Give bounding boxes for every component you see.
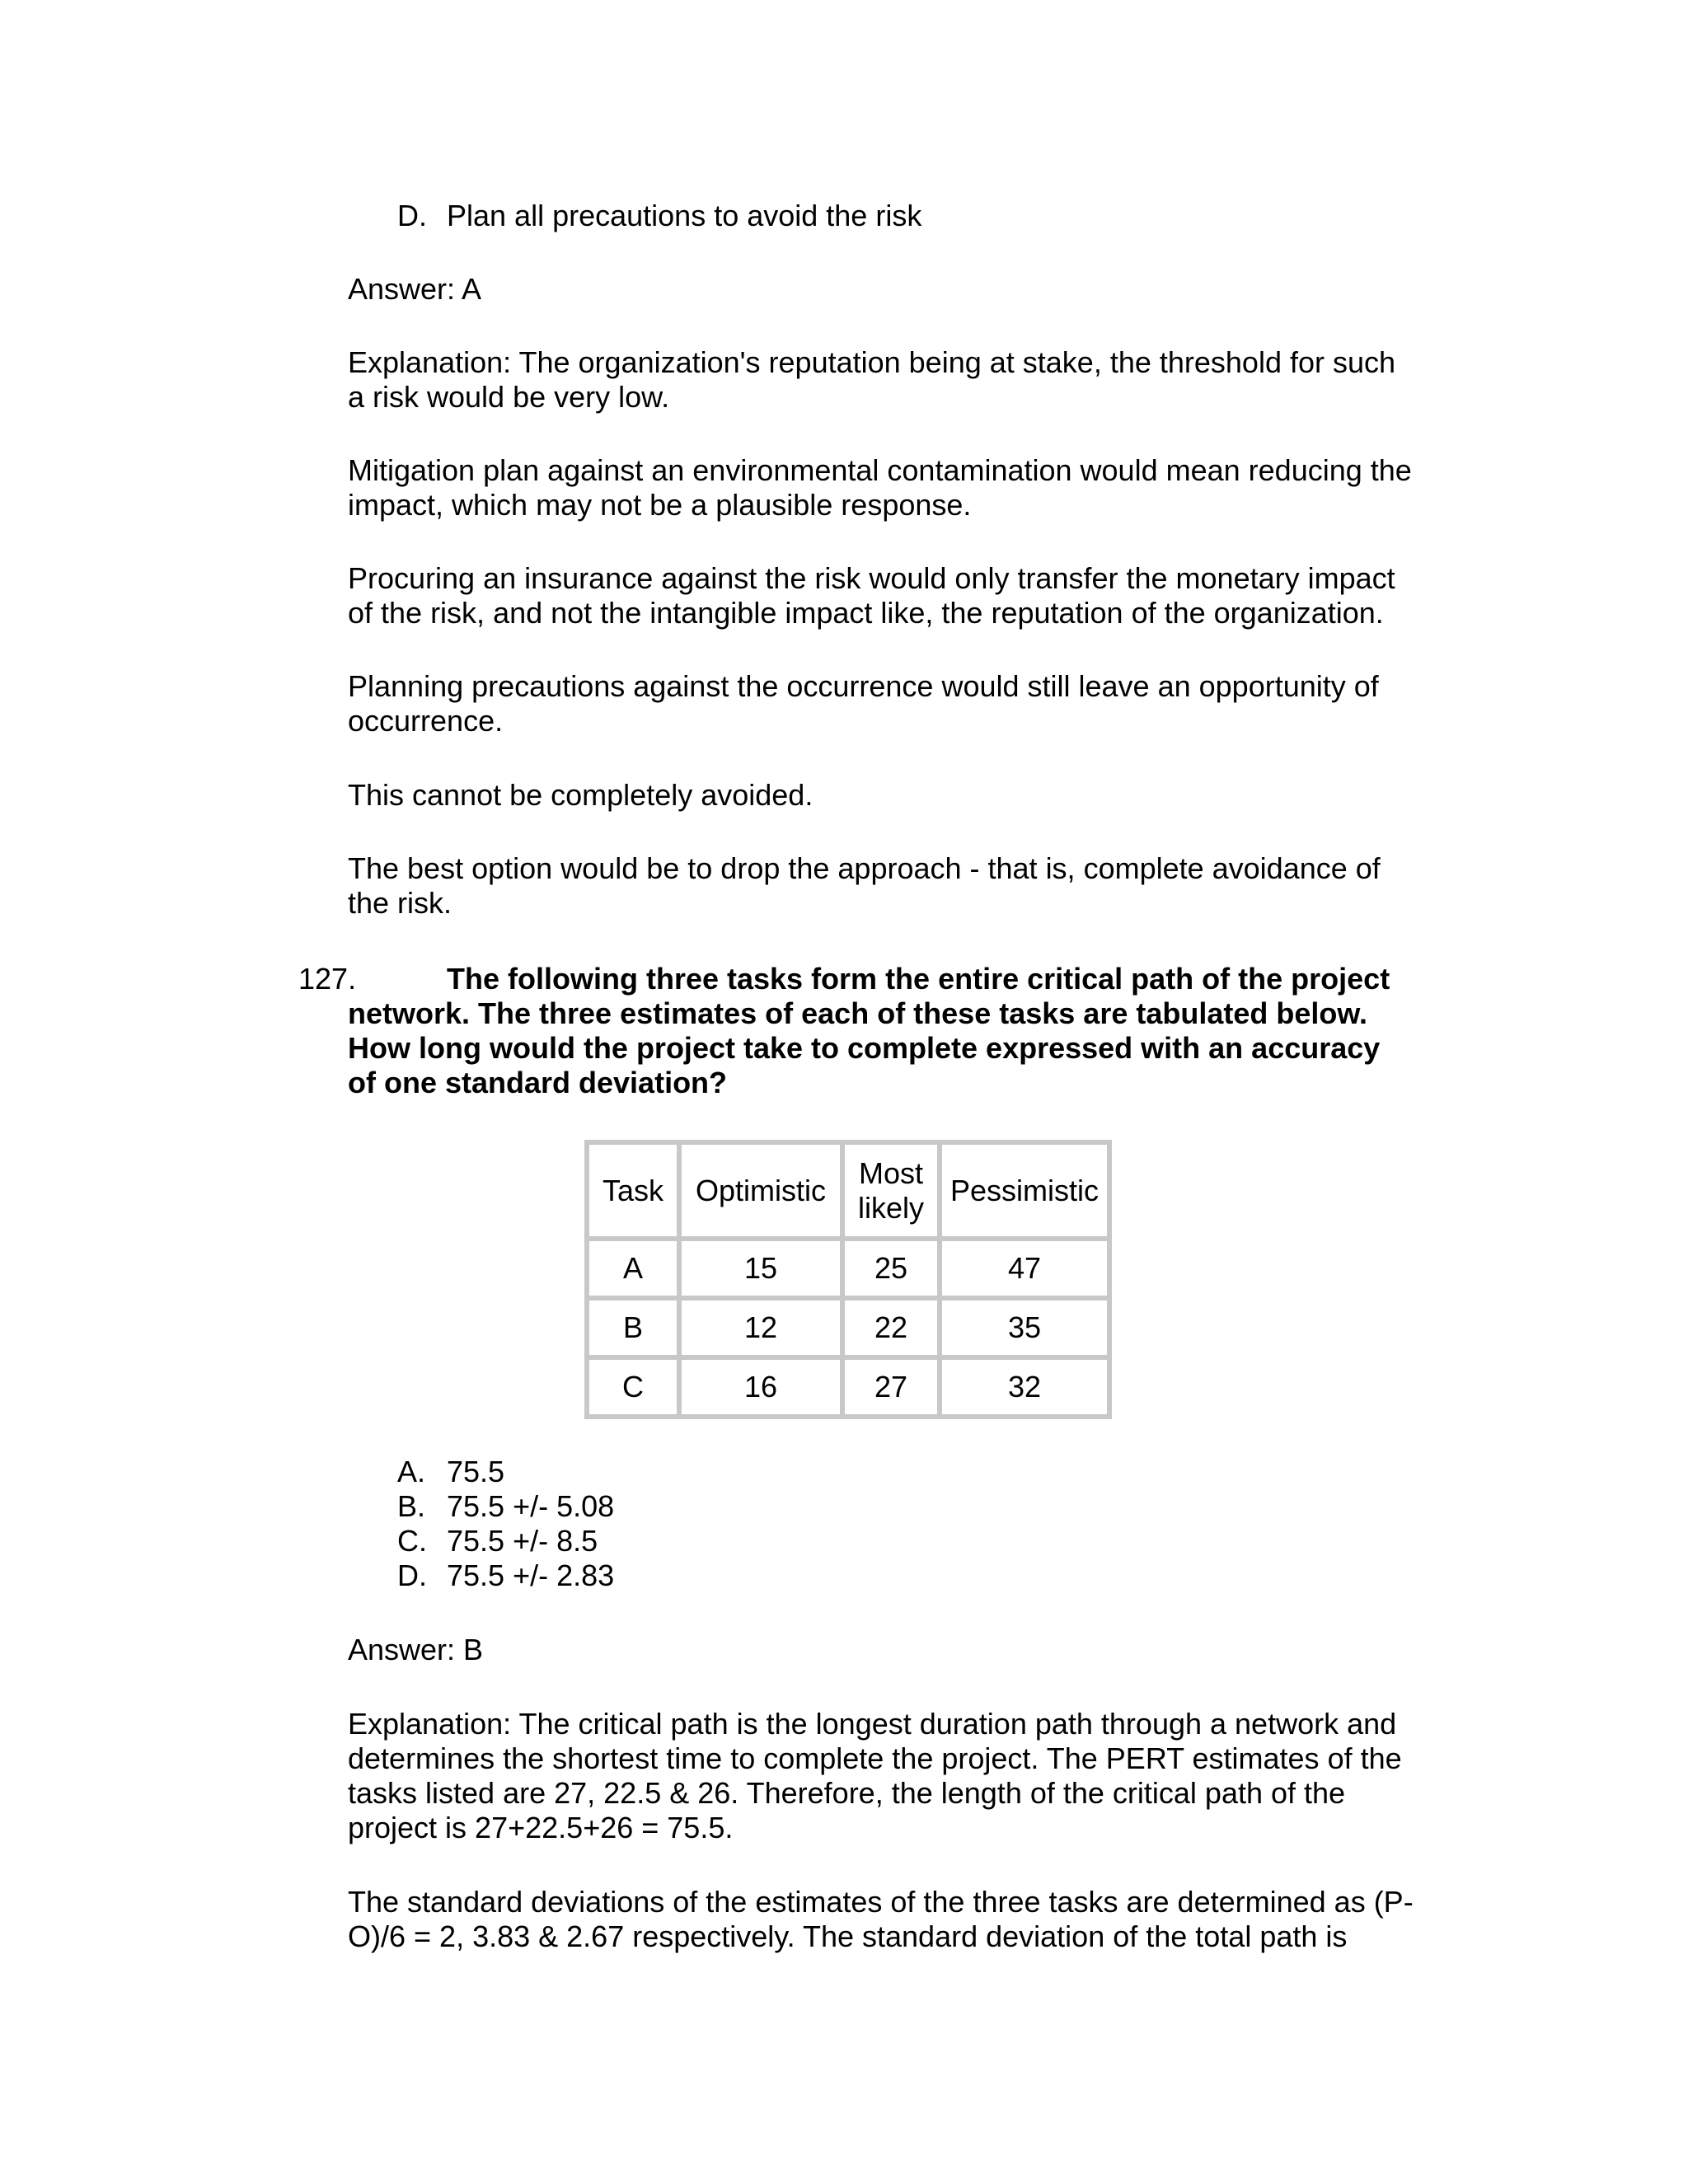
question-text-line: How long would the project take to complete expressed with an accuracy [348, 1031, 1381, 1065]
explanation-line: O)/6 = 2, 3.83 & 2.67 respectively. The standard deviation of the total path is [348, 1919, 1348, 1953]
prev-explanation-line: This cannot be completely avoided. [348, 778, 814, 812]
cell-most-likely: 22 [842, 1298, 940, 1357]
cell-task: C [587, 1357, 679, 1417]
table-row [587, 1298, 1109, 1357]
header-most-likely-line2: likely [857, 1190, 924, 1225]
prev-explanation-line: occurrence. [348, 704, 504, 738]
header-optimistic: Optimistic [679, 1142, 842, 1239]
prev-explanation-line: impact, which may not be a plausible response. [348, 488, 972, 522]
estimates-table [584, 1140, 1112, 1419]
cell-pessimistic: 35 [940, 1298, 1109, 1357]
question-text-line: network. The three estimates of each of these tasks are tabulated below. [348, 996, 1368, 1030]
prev-explanation-line: a risk would be very low. [348, 380, 670, 414]
header-pessimistic: Pessimistic [940, 1142, 1109, 1239]
option-b-letter: B. [397, 1489, 426, 1523]
cell-task: A [587, 1239, 679, 1298]
question-answer: Answer: B [348, 1633, 484, 1666]
cell-optimistic: 12 [679, 1298, 842, 1357]
table-header-row [587, 1142, 1109, 1239]
cell-most-likely: 27 [842, 1357, 940, 1417]
explanation-line: The standard deviations of the estimates of the three tasks are determined as (P- [348, 1885, 1414, 1919]
option-a-letter: A. [397, 1455, 426, 1488]
table-row [587, 1357, 1109, 1417]
option-d-text: Plan all precautions to avoid the risk [447, 199, 922, 232]
header-most-likely [842, 1142, 940, 1239]
option-c-text: 75.5 +/- 8.5 [447, 1524, 598, 1558]
header-task: Task [587, 1142, 679, 1239]
option-d-letter: D. [397, 1558, 427, 1592]
cell-optimistic: 16 [679, 1357, 842, 1417]
explanation-line: determines the shortest time to complete the project. The PERT estimates of the [348, 1741, 1402, 1775]
header-most-likely-line1: Most [858, 1155, 923, 1190]
prev-explanation-line: Procuring an insurance against the risk would only transfer the monetary impact [348, 561, 1395, 595]
prev-explanation-line: of the risk, and not the intangible impact like, the reputation of the organization. [348, 596, 1384, 630]
prev-explanation-line: Planning precautions against the occurrence would still leave an opportunity of [348, 669, 1379, 703]
prev-answer: Answer: A [348, 272, 482, 306]
cell-optimistic: 15 [679, 1239, 842, 1298]
cell-pessimistic: 32 [940, 1357, 1109, 1417]
cell-most-likely: 25 [842, 1239, 940, 1298]
question-text-line: The following three tasks form the entire critical path of the project [447, 962, 1390, 996]
option-b-text: 75.5 +/- 5.08 [447, 1489, 615, 1523]
explanation-line: project is 27+22.5+26 = 75.5. [348, 1811, 734, 1844]
question-text-line: of one standard deviation? [348, 1066, 728, 1099]
table-row [587, 1239, 1109, 1298]
prev-explanation-line: The best option would be to drop the approach - that is, complete avoidance of [348, 851, 1381, 885]
option-d-letter: D. [397, 199, 427, 232]
option-d-text: 75.5 +/- 2.83 [447, 1558, 615, 1592]
prev-explanation-line: Mitigation plan against an environmental contamination would mean reducing the [348, 453, 1412, 487]
cell-pessimistic: 47 [940, 1239, 1109, 1298]
prev-explanation-line: Explanation: The organization's reputation being at stake, the threshold for such [348, 345, 1396, 379]
question-number: 127. [298, 962, 357, 996]
option-c-letter: C. [397, 1524, 427, 1558]
explanation-line: tasks listed are 27, 22.5 & 26. Therefore, the length of the critical path of the [348, 1776, 1346, 1810]
explanation-line: Explanation: The critical path is the longest duration path through a network and [348, 1707, 1397, 1741]
option-a-text: 75.5 [447, 1455, 505, 1488]
cell-task: B [587, 1298, 679, 1357]
prev-explanation-line: the risk. [348, 886, 452, 920]
